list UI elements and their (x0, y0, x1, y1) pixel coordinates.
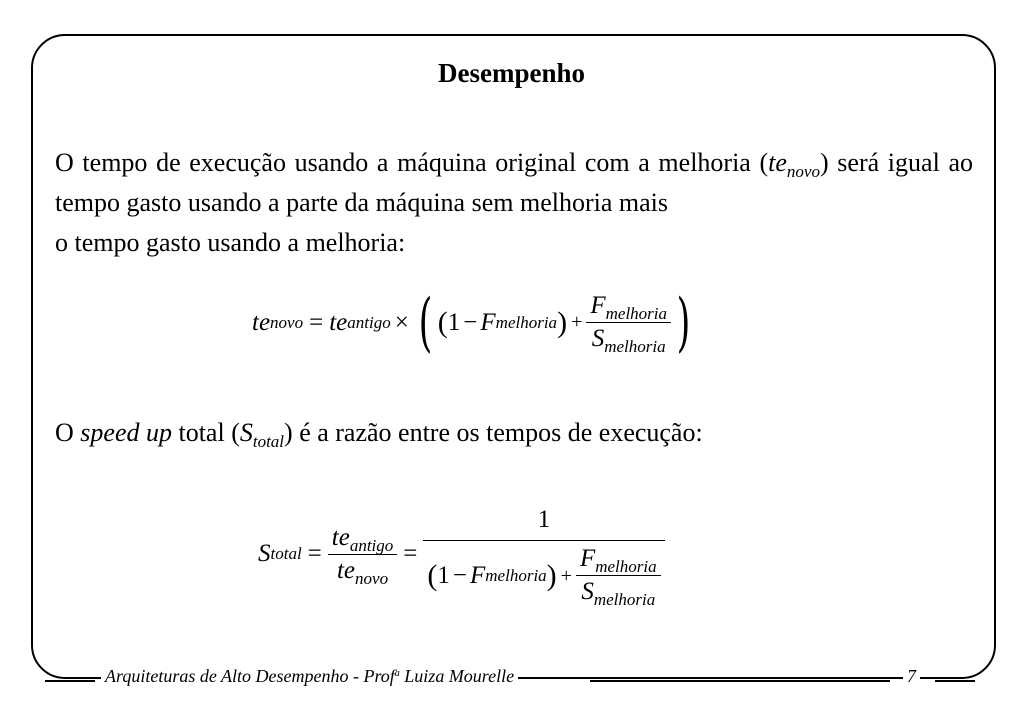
eq2-den-sub: novo (355, 568, 389, 588)
eq1-one: 1 (447, 308, 461, 336)
eq2-minus: − (452, 561, 467, 589)
eq2-fraction-1 (328, 522, 398, 587)
eq1-plus: + (571, 311, 583, 333)
eq2-open-paren: ( (427, 558, 438, 592)
eq2-inner-numerator (576, 543, 661, 576)
footer-text-part2: Luiza Mourelle (399, 666, 515, 686)
eq1-big-open-paren: ( (418, 285, 433, 360)
paragraph2-prefix: O (55, 418, 81, 447)
eq2-fd-var: S (581, 578, 594, 605)
eq1-den-var: S (591, 325, 605, 352)
eq2-f-var: F (470, 561, 486, 589)
paragraph1-var-sub: novo (786, 162, 820, 181)
eq2-inner-fraction (576, 543, 661, 608)
slide-footer (0, 658, 1023, 698)
eq2-lhs-var: S (258, 540, 271, 567)
eq1-fraction (586, 290, 671, 355)
eq2-fraction-2-denominator: ( 1 − F melhoria ) + $\frac{F_{melhoria}}{S_{melhoria}}$ (423, 541, 664, 608)
eq2-one: 1 (437, 561, 450, 589)
eq1-fraction-numerator (586, 290, 671, 323)
eq1-rhs-var: te (329, 308, 348, 336)
eq1-minus: − (463, 308, 478, 336)
footer-page-number: 7 (903, 666, 920, 687)
eq2-fd-sub: melhoria (593, 590, 656, 609)
footer-line-left (45, 680, 95, 682)
paragraph1-close: ) (819, 148, 829, 177)
eq2-fraction-1-numerator (328, 522, 398, 555)
footer-line-right (935, 680, 975, 682)
paragraph2-italic: speed up (80, 418, 172, 447)
eq2-den-var: te (336, 556, 356, 584)
eq1-times: × (394, 308, 409, 336)
eq1-num-var: F (590, 292, 606, 319)
paragraph2-var-sub: total (252, 432, 285, 451)
eq2-num-var: te (331, 523, 350, 551)
eq2-fraction-1-denominator (328, 555, 398, 587)
paragraph1-text: O tempo de execução usando a máquina original com a melhoria ( (55, 148, 769, 177)
eq2-fraction-2 (423, 500, 664, 608)
eq2-fn-var: F (579, 545, 596, 572)
eq2-plus: + (560, 564, 572, 587)
eq2-fn-sub: melhoria (595, 557, 657, 576)
footer-text-part1: Arquiteturas de Alto Desempenho - Prof (105, 666, 395, 686)
eq1-num-sub: melhoria (605, 304, 668, 323)
equation-s-total: S total = $\frac{te_{antigo}}{te_{novo}}$ = 1 ( 1 − F melhoria ) + $\frac{F_{melhoria}}{S_{melhoria}}$ (258, 500, 665, 608)
eq2-num-sub: antigo (349, 535, 394, 555)
eq1-fraction-denominator (586, 323, 671, 355)
paragraph1-var: te (768, 148, 787, 177)
eq1-equals: = (309, 308, 324, 336)
eq2-equals-2: = (403, 540, 418, 567)
footer-text-sup: a (394, 668, 400, 679)
eq2-fraction-2-numerator: 1 (423, 500, 664, 541)
paragraph1-line2: será igual ao tempo gasto usando a parte da máquina sem melhoria mais (55, 148, 973, 217)
eq1-big-close-paren: ) (676, 285, 691, 360)
slide-title: Desempenho (438, 58, 585, 88)
paragraph2-suffix: ) é a razão entre os tempos de execução: (284, 418, 703, 447)
eq2-equals-1: = (307, 540, 322, 567)
equation-te-novo: te novo = te antigo × ( ( 1 − F melhoria ) + $\frac{F_{melhoria}}{S_{melhoria}}$ ) (252, 285, 691, 360)
eq1-open-paren: ( (437, 305, 448, 339)
footer-course-author (101, 666, 518, 687)
paragraph2-middle: total ( (171, 418, 240, 447)
paragraph1-line3: o tempo gasto usando a melhoria: (55, 228, 406, 257)
paragraph-speedup-definition (55, 416, 703, 450)
paragraph2-var: S (239, 418, 253, 447)
eq1-den-sub: melhoria (604, 337, 666, 356)
eq1-close-paren: ) (557, 305, 568, 339)
footer-line-middle (590, 680, 890, 682)
paragraph-te-novo-definition (55, 143, 973, 263)
eq2-inner-denominator (576, 576, 661, 608)
eq1-f-var: F (480, 308, 496, 336)
eq1-lhs-var: te (252, 308, 271, 336)
eq2-close-paren: ) (546, 558, 557, 592)
